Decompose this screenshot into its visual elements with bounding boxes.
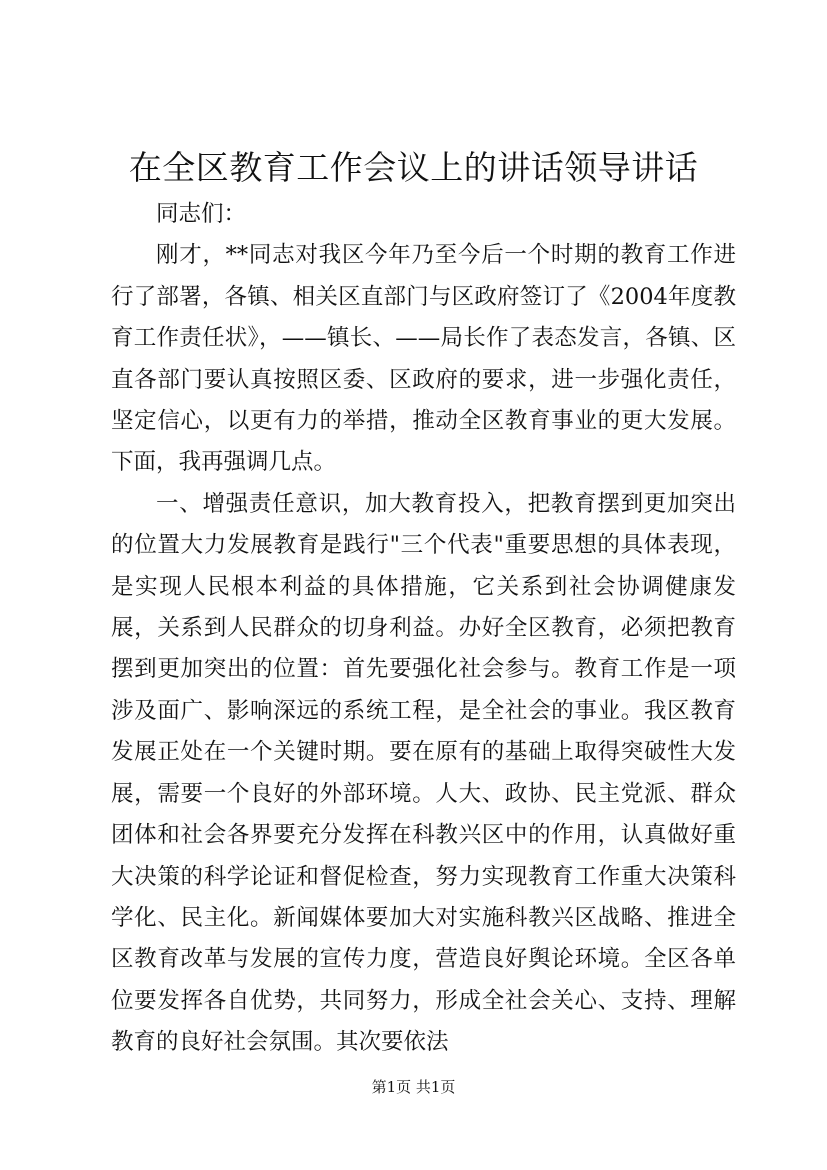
document-title: 在全区教育工作会议上的讲话领导讲话 — [128, 148, 699, 187]
paragraph-2: 一、增强责任意识，加大教育投入，把教育摆到更加突出的位置大力发展教育是践行"三个代表"重要思想的具体表现，是实现人民根本利益的具体措施，它关系到社会协调健康发展，关系到人民群众的切身利益。办好全区教育，必须把教育摆到更加突出的位置：首先要强化社会参与。教育工作是一项涉及面广、影响深远的系统工程，是全社会的事业。我区教育发展正处在一个关键时期。要在原有的基础上取得突破性大发展，需要一个良好的外部环境。人大、政协、民主党派、群众团体和社会各界要充分发挥在科教兴区中的作用，认真做好重大决策的科学论证和督促检查，努力实现教育工作重大决策科学化、民主化。新闻媒体要加大对实施科教兴区战略、推进全区教育改革与发展的宣传力度，营造良好舆论环境。全区各单位要发挥各自优势，共同努力，形成全社会关心、支持、理解教育的良好社会氛围。其次要依法 — [111, 490, 736, 1056]
page-footer: 第1页 共1页 — [371, 1078, 456, 1096]
greeting: 同志们： — [156, 201, 247, 227]
document-body — [111, 194, 736, 1064]
paragraph-1: 刚才，**同志对我区今年乃至今后一个时期的教育工作进行了部署，各镇、相关区直部门与区政府签订了《2004年度教育工作责任状》，——镇长、——局长作了表态发言，各镇、区直各部门要认真按照区委、区政府的要求，进一步强化责任，坚定信心，以更有力的举措，推动全区教育事业的更大发展。下面，我再强调几点。 — [111, 242, 736, 476]
